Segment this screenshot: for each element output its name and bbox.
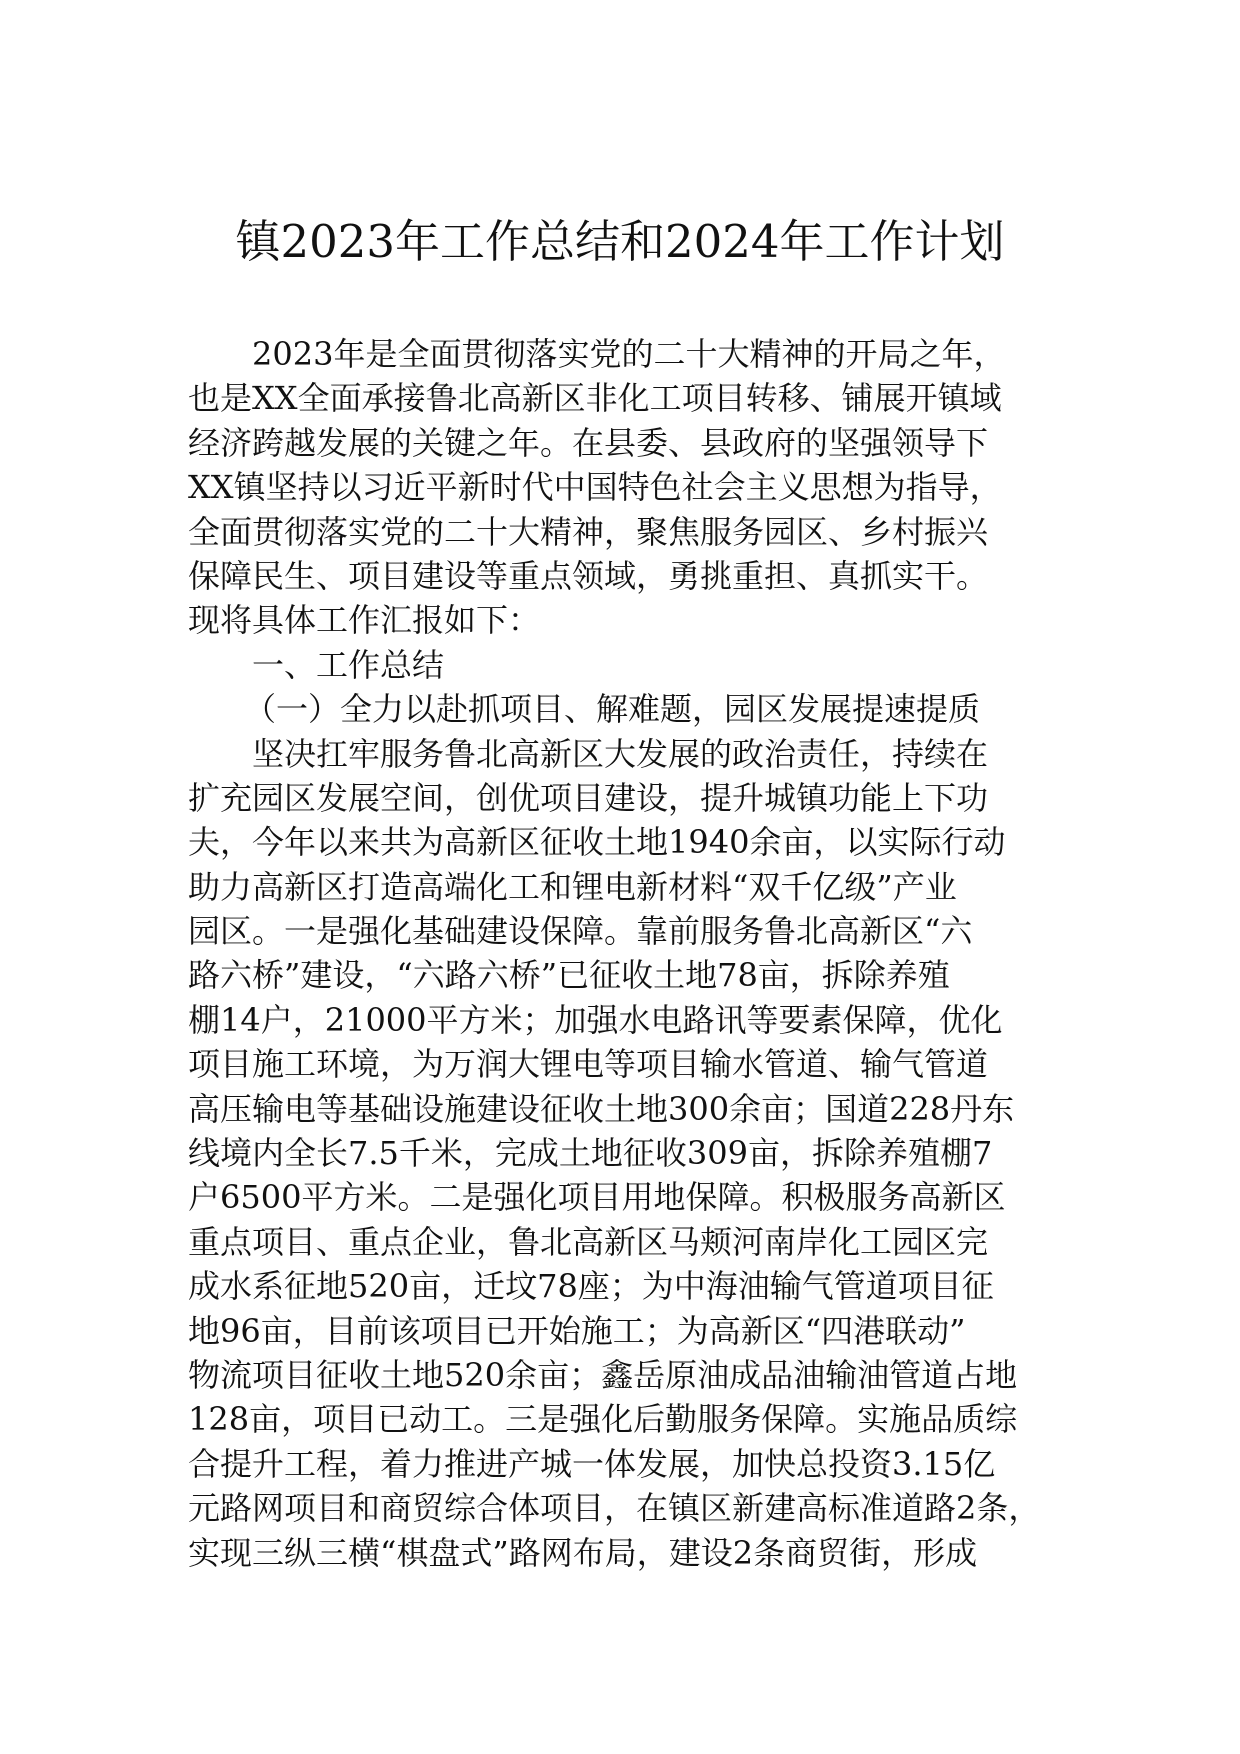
paragraph-line: 元路网项目和商贸综合体项目，在镇区新建高标准道路2条， [188,1489,1041,1528]
paragraph-line: 棚14户，21000平方米；加强水电路讯等要素保障，优化 [188,1000,1003,1039]
paragraph-line: 路六桥”建设，“六路六桥”已征收土地78亩，拆除养殖 [188,956,950,995]
document-title: 镇2023年工作总结和2024年工作计划 [235,215,1005,268]
paragraph-line: 物流项目征收土地520余亩；鑫岳原油成品油输油管道占地 [188,1355,1018,1394]
paragraph-line: 经济跨越发展的关键之年。在县委、县政府的坚强领导下 [188,423,989,462]
paragraph-line: 2023年是全面贯彻落实党的二十大精神的开局之年， [252,335,1006,373]
paragraph-line: 园区。一是强化基础建设保障。靠前服务鲁北高新区“六 [188,912,973,951]
paragraph-line: 高压输电等基础设施建设征收土地300余亩；国道228丹东 [188,1089,1015,1128]
paragraph-line: 重点项目、重点企业，鲁北高新区马颊河南岸化工园区完 [188,1222,989,1261]
paragraph-line: 夫，今年以来共为高新区征收土地1940余亩，以实际行动 [188,823,1006,862]
paragraph-line: 也是XX全面承接鲁北高新区非化工项目转移、铺展开镇域 [188,379,1002,418]
paragraph-line: 助力高新区打造高端化工和锂电新材料“双千亿级”产业 [188,867,957,906]
paragraph-line: 成水系征地520亩，迁坟78座；为中海油输气管道项目征 [188,1267,994,1306]
subsection-heading: （一）全力以赴抓项目、解难题，园区发展提速提质 [244,690,981,729]
paragraph-line: 保障民生、项目建设等重点领域，勇挑重担、真抓实干。 [188,556,989,595]
document-body [188,332,1078,1575]
paragraph-line: XX镇坚持以习近平新时代中国特色社会主义思想为指导， [188,468,1002,507]
paragraph-line: 地96亩，目前该项目已开始施工；为高新区“四港联动” [188,1311,966,1350]
paragraph-line: 实现三纵三横“棋盘式”路网布局，建设2条商贸街，形成 [188,1533,978,1572]
paragraph-line: 全面贯彻落实党的二十大精神，聚焦服务园区、乡村振兴 [188,512,989,551]
paragraph-line: 128亩，项目已动工。三是强化后勤服务保障。实施品质综 [188,1400,1018,1439]
paragraph-line: 坚决扛牢服务鲁北高新区大发展的政治责任，持续在 [252,734,989,773]
paragraph-line: 线境内全长7.5千米，完成土地征收309亩，拆除养殖棚7 [188,1134,993,1173]
paragraph-line: 现将具体工作汇报如下： [188,601,541,640]
paragraph-line: 项目施工环境，为万润大锂电等项目输水管道、输气管道 [188,1045,989,1084]
paragraph-line: 合提升工程，着力推进产城一体发展，加快总投资3.15亿 [188,1444,996,1483]
section-heading: 一、工作总结 [252,645,445,684]
paragraph-line: 扩充园区发展空间，创优项目建设，提升城镇功能上下功 [188,778,989,817]
paragraph-line: 户6500平方米。二是强化项目用地保障。积极服务高新区 [188,1178,1006,1217]
